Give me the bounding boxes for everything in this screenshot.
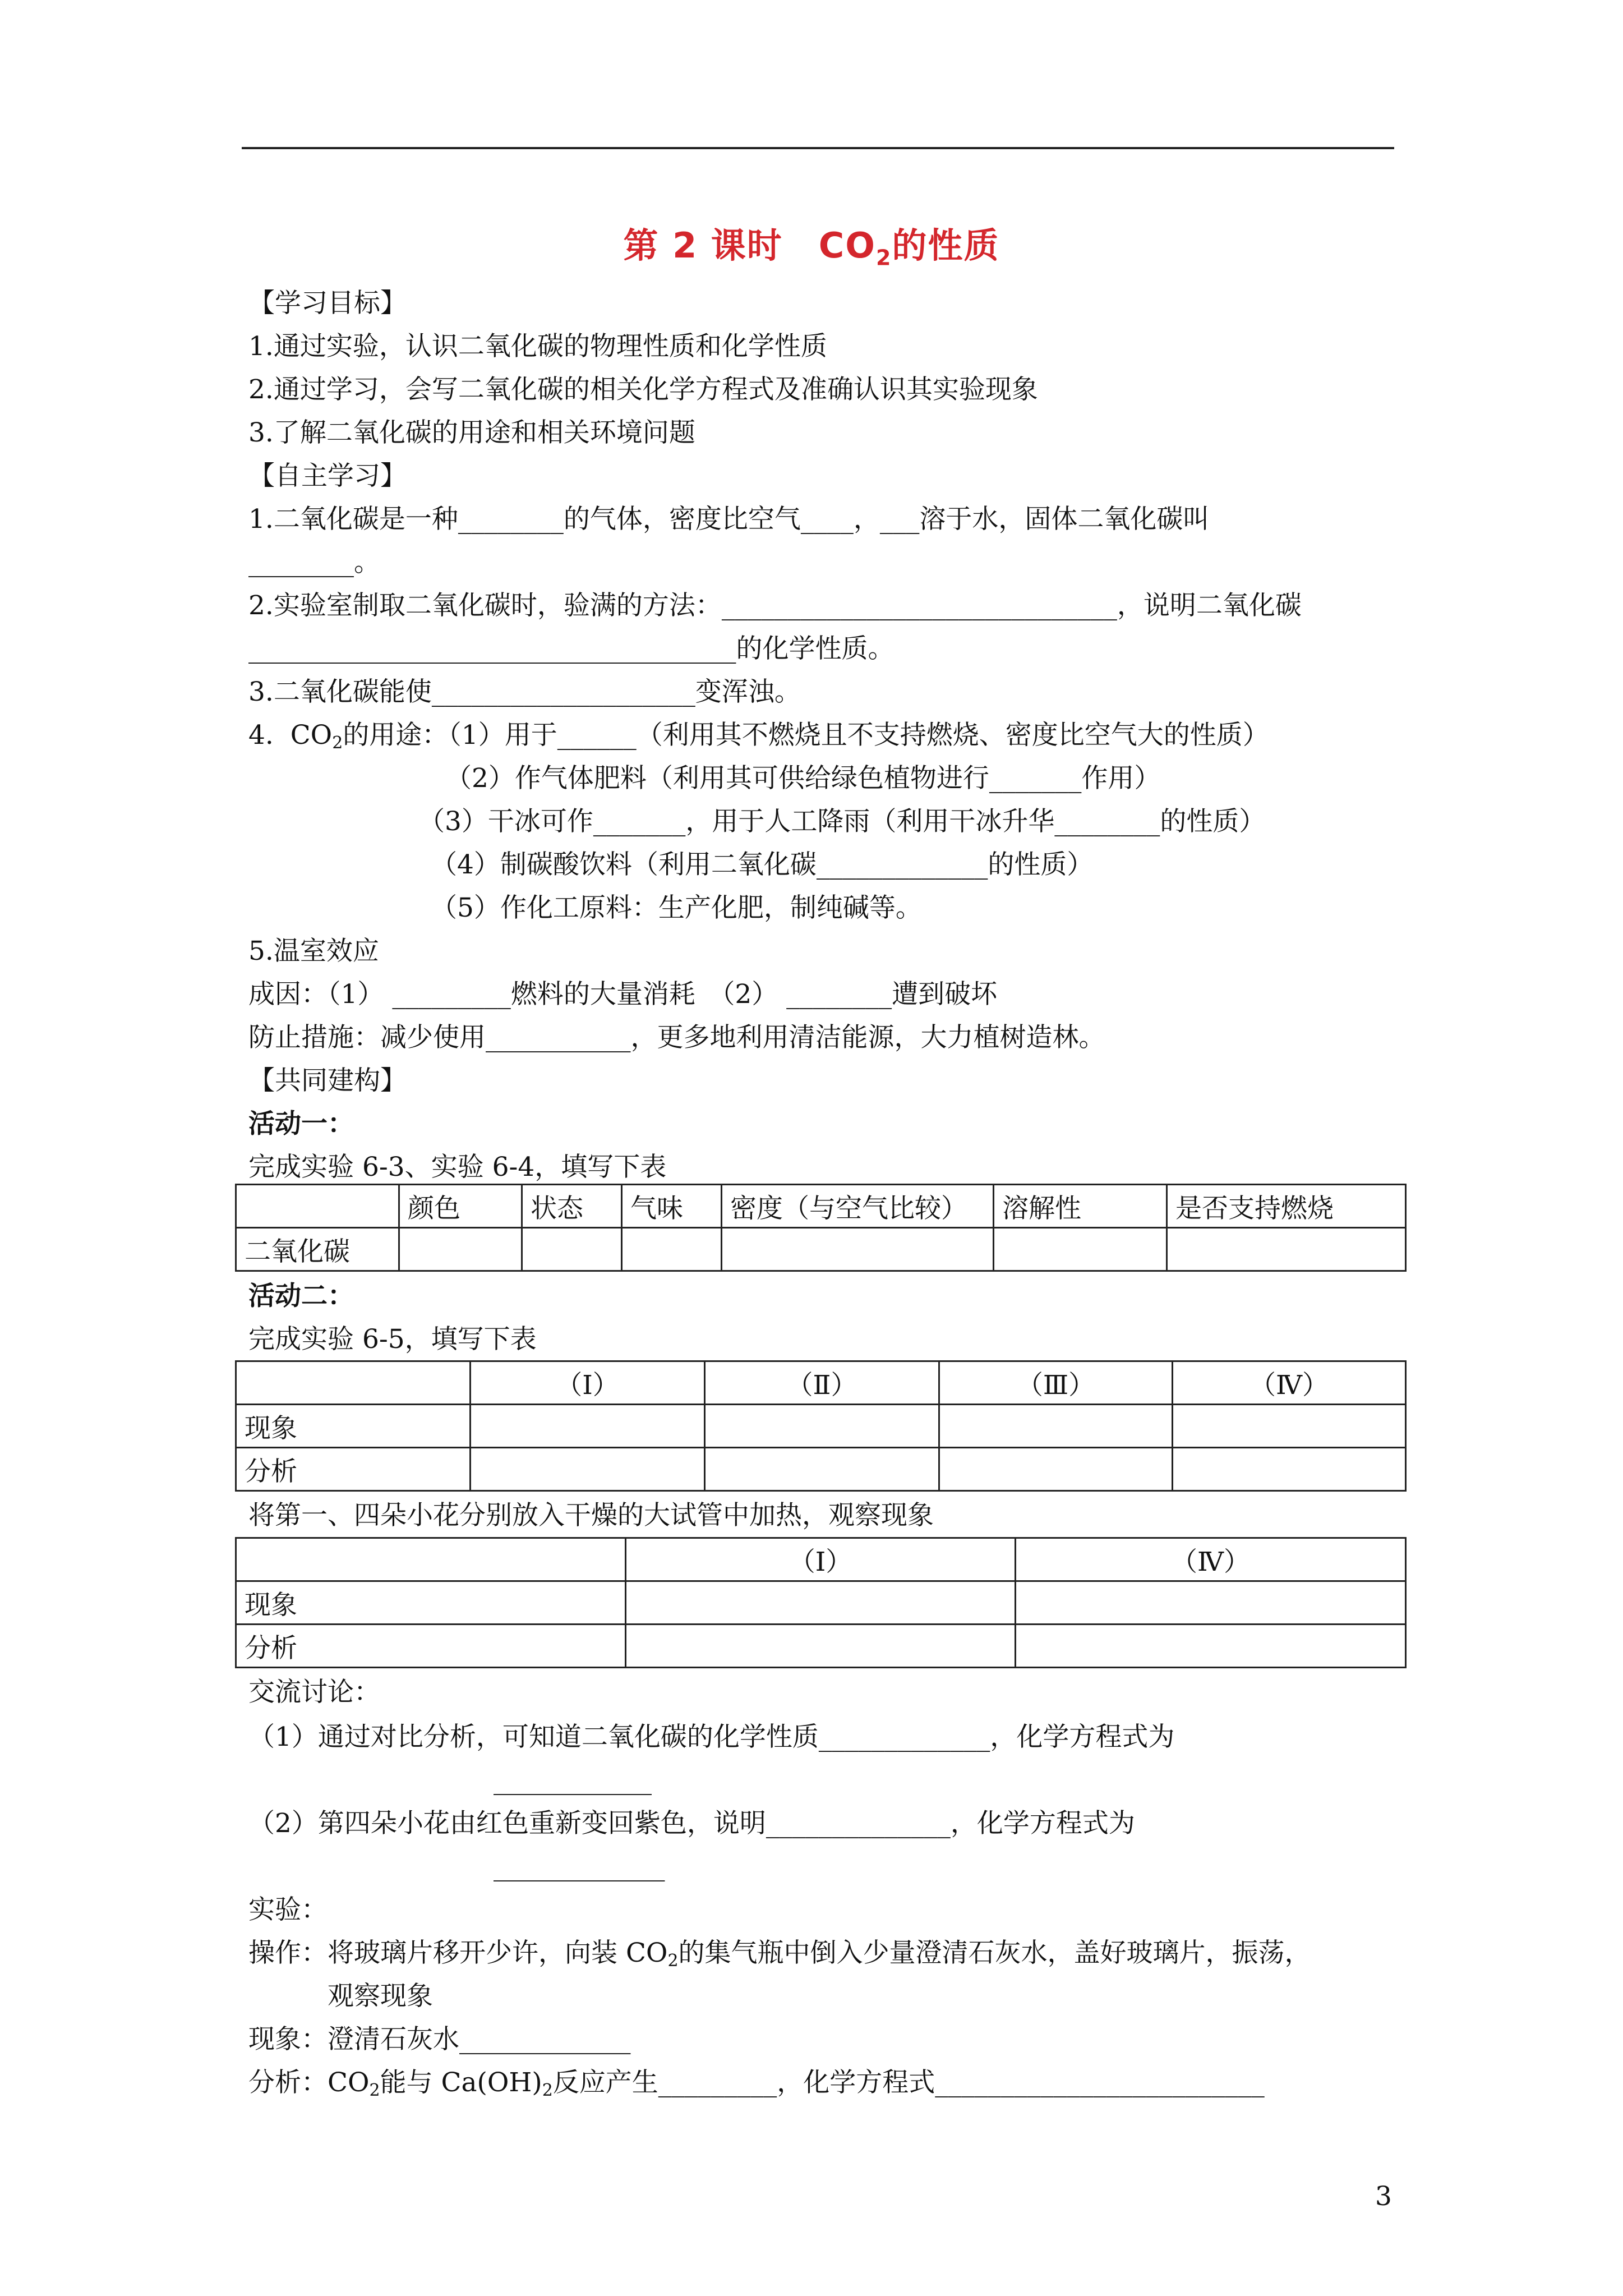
answer-cell[interactable]: [939, 1448, 1173, 1491]
table-row: [236, 1581, 1406, 1625]
co2-physical-properties-table: [235, 1184, 1407, 1272]
table-header-cell: （Ⅳ）: [1016, 1538, 1406, 1581]
table-header-cell: 状态: [522, 1185, 622, 1228]
answer-cell[interactable]: [622, 1228, 722, 1271]
answer-cell[interactable]: [1173, 1448, 1406, 1491]
row-label-cell: 分析: [236, 1625, 626, 1668]
answer-cell[interactable]: [399, 1228, 522, 1271]
discussion-2-line-2: _____________: [494, 1851, 665, 1882]
question-4-item-3: （3）干冰可作_______，用于人工降雨（利用干冰升华________的性质）: [418, 806, 1266, 837]
table-row: [236, 1405, 1406, 1448]
table-header-cell: 密度（与空气比较）: [722, 1185, 994, 1228]
answer-cell[interactable]: [939, 1405, 1173, 1448]
question-4-item-5: （5）作化工原料：生产化肥，制纯碱等。: [431, 892, 922, 923]
table-header-row: [236, 1361, 1406, 1405]
table-header-cell: 颜色: [399, 1185, 522, 1228]
question-2-line-1: 2.实验室制取二氧化碳时，验满的方法：______________________________，说明二氧化碳: [248, 590, 1302, 621]
question-4: 4. $CO_2$的用途：（1）用于______（利用其不燃烧且不支持燃烧、密度比空气大的性质）: [248, 720, 1269, 753]
answer-cell[interactable]: [722, 1228, 994, 1271]
operation-line-2: 观察现象: [328, 1981, 433, 2012]
question-5: 5.温室效应: [248, 936, 379, 967]
table-header-cell: （Ⅰ）: [471, 1361, 705, 1405]
header-rule: [242, 147, 1394, 149]
table-row: [236, 1448, 1406, 1491]
answer-cell[interactable]: [1016, 1581, 1406, 1625]
discussion-1-line-2: ____________: [494, 1765, 652, 1796]
discussion-2-line-1: （2）第四朵小花由红色重新变回紫色，说明______________，化学方程式为: [248, 1808, 1135, 1839]
answer-cell[interactable]: [522, 1228, 622, 1271]
table-cell: [236, 1538, 626, 1581]
goal-item-2: 2.通过学习，会写二氧化碳的相关化学方程式及准确认识其实验现象: [248, 374, 1038, 405]
table-header-row: [236, 1185, 1406, 1228]
self-study-heading: 【自主学习】: [248, 461, 407, 491]
answer-cell[interactable]: [994, 1228, 1167, 1271]
table-header-cell: 是否支持燃烧: [1167, 1185, 1406, 1228]
table-row: [236, 1228, 1406, 1271]
goals-heading: 【学习目标】: [248, 288, 407, 319]
analysis-line: 分析：$CO_2$能与 $Ca(OH)_2$反应产生_________，化学方程式_________________________: [248, 2067, 1265, 2100]
question-5-cause: 成因：（1） _________燃料的大量消耗 （2） ________遭到破坏: [248, 979, 998, 1010]
answer-cell[interactable]: [705, 1405, 939, 1448]
question-4-item-4: （4）制碳酸饮料（利用二氧化碳_____________的性质）: [431, 849, 1094, 880]
row-label-cell: 现象: [236, 1405, 471, 1448]
heating-task: 将第一、四朵小花分别放入干燥的大试管中加热，观察现象: [248, 1500, 934, 1531]
activity-1-task: 完成实验 6-3、实验 6-4，填写下表: [248, 1152, 667, 1182]
table-header-cell: （Ⅲ）: [939, 1361, 1173, 1405]
answer-cell[interactable]: [1167, 1228, 1406, 1271]
goal-item-3: 3.了解二氧化碳的用途和相关环境问题: [248, 417, 695, 448]
question-5-prevention: 防止措施：减少使用___________，更多地利用清洁能源，大力植树造林。: [248, 1022, 1105, 1053]
row-label-cell: 二氧化碳: [236, 1228, 399, 1271]
build-heading: 【共同建构】: [248, 1065, 407, 1096]
answer-cell[interactable]: [1016, 1625, 1406, 1668]
activity-2-heading: 活动二：: [248, 1281, 354, 1312]
activity-2-task: 完成实验 6-5，填写下表: [248, 1324, 537, 1355]
table-cell: [236, 1185, 399, 1228]
activity-1-heading: 活动一：: [248, 1108, 354, 1139]
heating-experiment-table: [235, 1537, 1407, 1668]
question-2-line-2: _____________________________________的化学性质。: [248, 633, 895, 664]
discussion-heading: 交流讨论：: [248, 1677, 380, 1708]
question-4-item-2: （2）作气体肥料（利用其可供给绿色植物进行_______作用）: [445, 763, 1161, 794]
page-number: 3: [1375, 2181, 1392, 2212]
table-row: [236, 1625, 1406, 1668]
row-label-cell: 分析: [236, 1448, 471, 1491]
answer-cell[interactable]: [471, 1405, 705, 1448]
experiment-heading: 实验：: [248, 1894, 328, 1925]
goal-item-1: 1.通过实验，认识二氧化碳的物理性质和化学性质: [248, 331, 827, 362]
operation-line-1: 操作：将玻璃片移开少许，向装 $CO_2$的集气瓶中倒入少量澄清石灰水，盖好玻璃片，振荡，: [248, 1938, 1311, 1971]
answer-cell[interactable]: [626, 1625, 1016, 1668]
discussion-1-line-1: （1）通过对比分析，可知道二氧化碳的化学性质_____________，化学方程式为: [248, 1722, 1175, 1752]
question-1-line-1: 1.二氧化碳是一种________的气体，密度比空气____，___溶于水，固体二氧化碳叫: [248, 504, 1210, 535]
page-title: 第 2 课时 $CO_2$的性质: [623, 225, 1000, 270]
answer-cell[interactable]: [705, 1448, 939, 1491]
table-header-cell: 溶解性: [994, 1185, 1167, 1228]
answer-cell[interactable]: [471, 1448, 705, 1491]
answer-cell[interactable]: [1173, 1405, 1406, 1448]
table-header-cell: （Ⅳ）: [1173, 1361, 1406, 1405]
answer-cell[interactable]: [626, 1581, 1016, 1625]
flower-experiment-table: [235, 1360, 1407, 1492]
table-cell: [236, 1361, 471, 1405]
question-1-line-2: ________。: [248, 547, 380, 578]
phenomenon-line: 现象：澄清石灰水_____________: [248, 2024, 631, 2055]
table-header-cell: （Ⅰ）: [626, 1538, 1016, 1581]
table-header-cell: （Ⅱ）: [705, 1361, 939, 1405]
table-header-row: [236, 1538, 1406, 1581]
row-label-cell: 现象: [236, 1581, 626, 1625]
table-header-cell: 气味: [622, 1185, 722, 1228]
question-3: 3.二氧化碳能使____________________变浑浊。: [248, 677, 801, 707]
